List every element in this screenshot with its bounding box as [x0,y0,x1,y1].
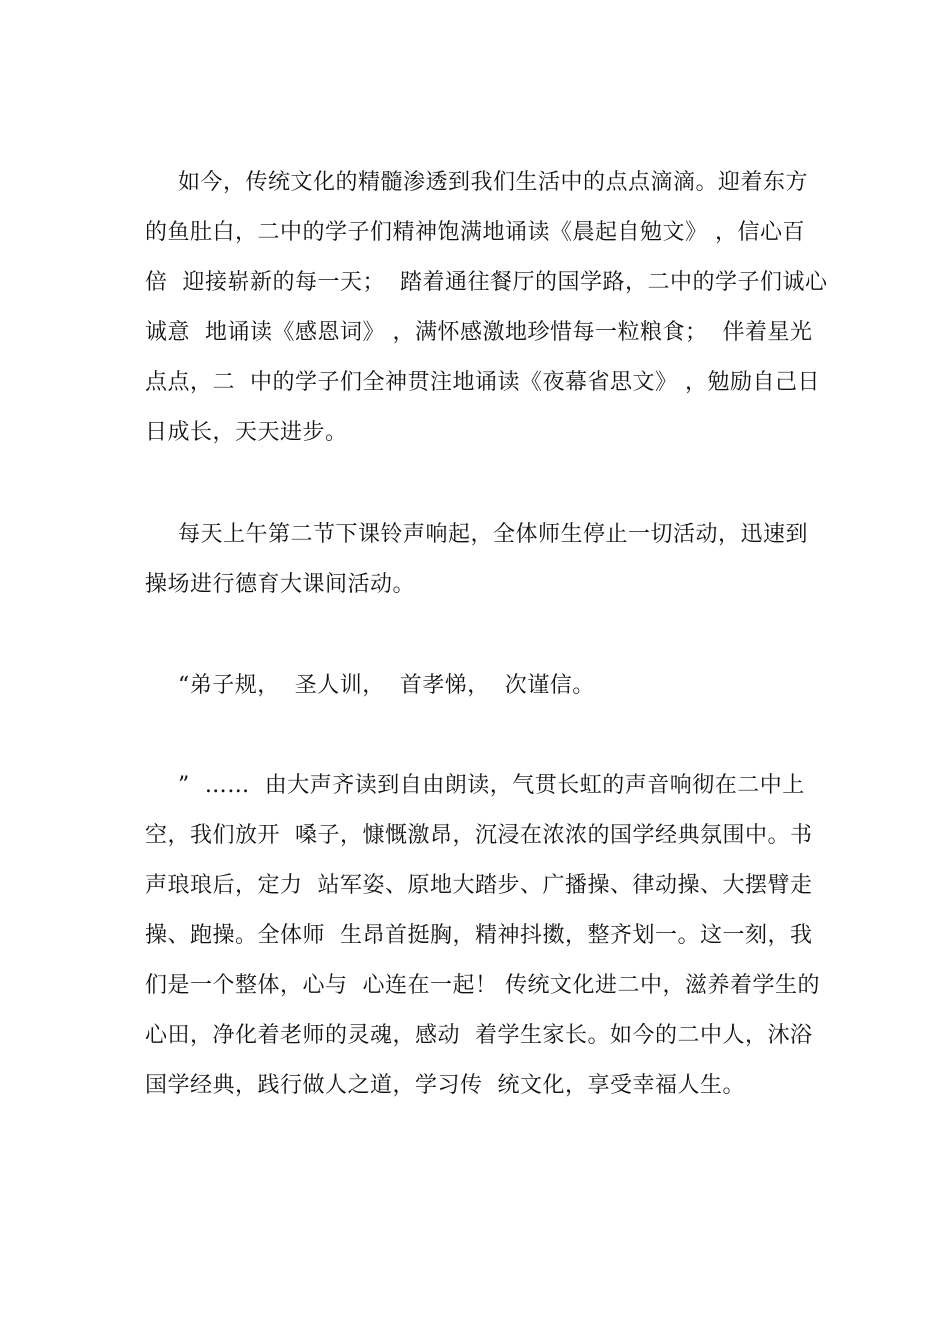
paragraph-line: 声琅琅后，定力 站军姿、原地大踏步、广播操、律动操、大摆臂走 [145,873,813,898]
paragraph-line: 国学经典，践行做人之道，学习传 统文化，享受幸福人生。 [145,1073,745,1098]
paragraph-line: 倍 迎接崭新的每一天； 踏着通往餐厅的国学路，二中的学子们诚心 [145,270,828,295]
paragraph-line: 诚意 地诵读《感恩词》 ，满怀感激地珍惜每一粒粮食； 伴着星光 [145,320,813,345]
paragraph-line: “弟子规， 圣人训， 首孝悌， 次谨信。 [178,673,595,698]
paragraph-line: 们是一个整体，心与 心连在一起！ 传统文化进二中，滋养着学生的 [145,973,820,998]
paragraph-line: 的鱼肚白，二中的学子们精神饱满地诵读《晨起自勉文》 ，信心百 [145,220,805,245]
paragraph-line: 如今，传统文化的精髓渗透到我们生活中的点点滴滴。迎着东方 [178,170,809,195]
paragraph-line: 每天上午第二节下课铃声响起，全体师生停止一切活动，迅速到 [178,522,809,547]
paragraph-line: 操、跑操。全体师 生昂首挺胸，精神抖擞，整齐划一。这一刻，我 [145,923,813,948]
paragraph-line: 点点，二 中的学子们全神贯注地诵读《夜幕省思文》 ，勉励自己日 [145,370,820,395]
paragraph-line: 心田，净化着老师的灵魂，感动 着学生家长。如今的二中人，沐浴 [145,1023,813,1048]
paragraph-line: ” …… 由大声齐读到自由朗读，气贯长虹的声音响彻在二中上 [178,773,805,798]
paragraph-line: 空，我们放开 嗓子，慷慨激昂，沉浸在浓浓的国学经典氛围中。书 [145,823,813,848]
paragraph-line: 操场进行德育大课间活动。 [145,572,416,597]
paragraph-line: 日成长，天天进步。 [145,420,348,445]
